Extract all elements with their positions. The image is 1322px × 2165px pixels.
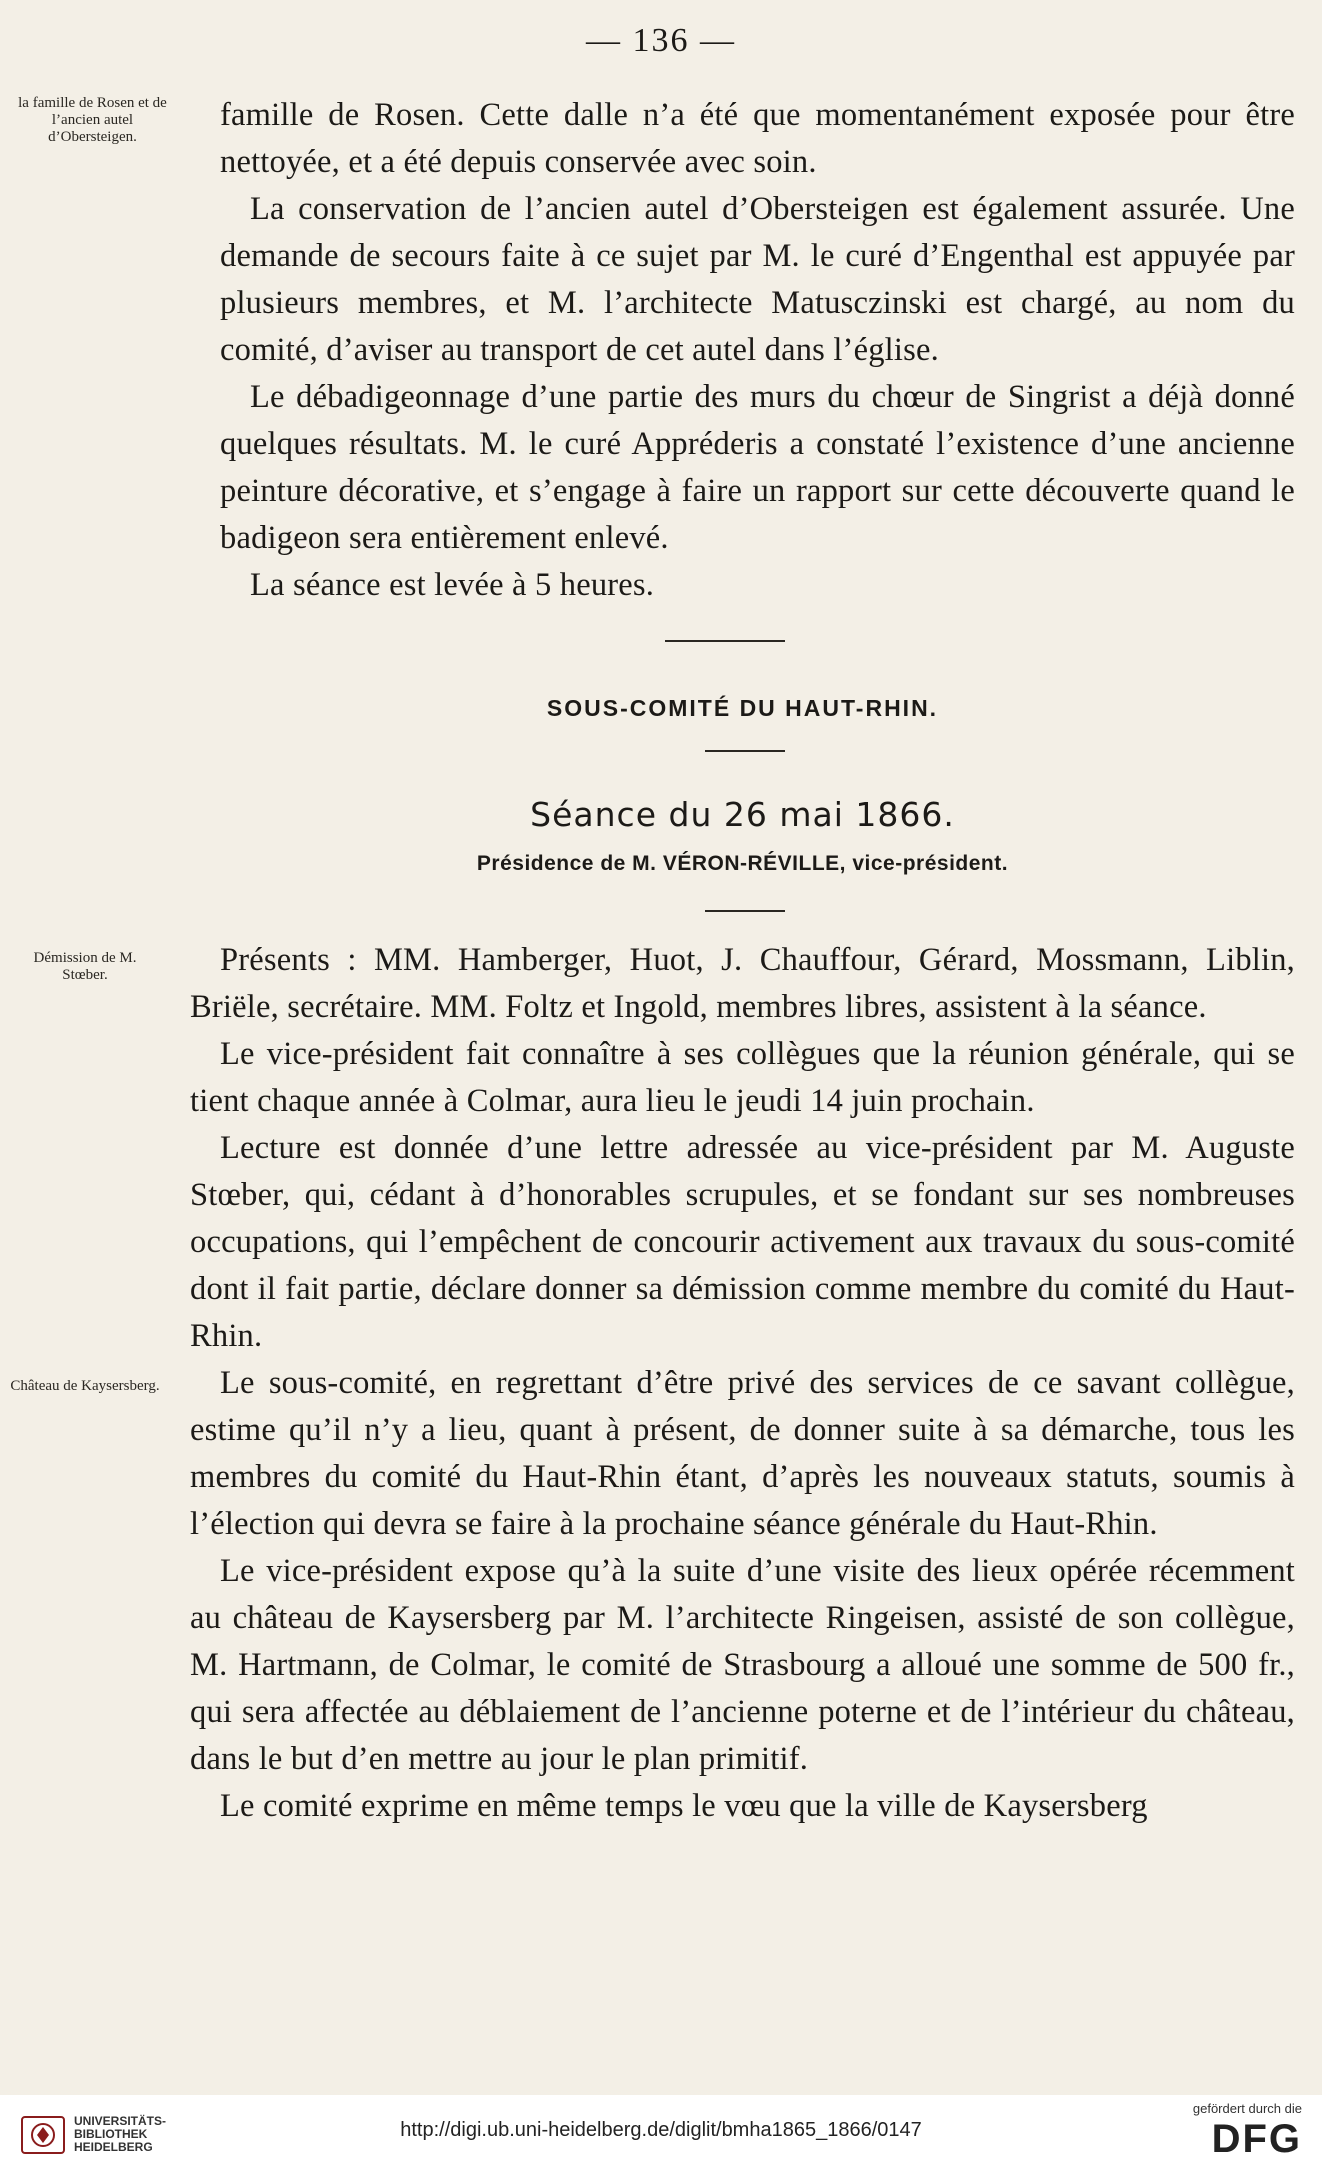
paragraph: La séance est levée à 5 heures. xyxy=(250,567,655,603)
paragraph: famille de Rosen. Cette dalle n’a été que momentanément exposée pour être nettoyée, et a été depuis conservée avec soin. xyxy=(220,97,1295,180)
paragraph: Lecture est donnée d’une lettre adressée au vice-président par M. Auguste Stœber, qui, cédant à d’honorables scrupules, et se fondant sur ses nombreuses occupations, qui l’empêchent de concourir activement aux travaux du sous-comité dont il fait partie, déclare donner sa démission comme membre du comité du Haut-Rhin. xyxy=(190,1130,1295,1354)
text-block-top xyxy=(220,92,1295,609)
source-url[interactable]: http://digi.ub.uni-heidelberg.de/diglit/bmha1865_1866/0147 xyxy=(400,2119,922,2141)
margin-note-rosen: la famille de Rosen et de l’ancien autel d’Obersteigen. xyxy=(18,95,167,145)
margin-note-stoeber: Démission de M. Stœber. xyxy=(33,950,137,983)
paragraph: Le vice-président expose qu’à la suite d’une visite des lieux opérée récemment au château de Kaysersberg par M. l’architecte Ringeisen, assisté de son collègue, M. Hartmann, de Colmar, le comité de Strasbourg a alloué une somme de 500 fr., qui sera affectée au déblaiement de l’ancienne poterne et de l’intérieur du château, dans le but d’en mettre au jour le plan primitif. xyxy=(190,1553,1295,1777)
margin-note-kaysersberg: Château de Kaysersberg. xyxy=(10,1378,160,1394)
divider-rule xyxy=(705,910,785,912)
footer xyxy=(0,2095,1322,2165)
divider-rule xyxy=(665,640,785,642)
library-name: UNIVERSITÄTS- BIBLIOTHEK HEIDELBERG xyxy=(74,2114,167,2154)
funded-by-label: gefördert durch die xyxy=(1192,2101,1302,2116)
text-block-bottom xyxy=(190,937,1295,1830)
presidency-line: Présidence de M. VÉRON-RÉVILLE, vice-président. xyxy=(476,852,1009,875)
divider-rule xyxy=(705,750,785,752)
paragraph: Le comité exprime en même temps le vœu que la ville de Kaysersberg xyxy=(220,1788,1148,1824)
paragraph: La conservation de l’ancien autel d’Obersteigen est également assurée. Une demande de secours faite à ce sujet par M. le curé d’Engenthal est appuyée par plusieurs membres, et M. l’architecte Matusczinski est chargé, au nom du comité, d’aviser au transport de cet autel dans l’église. xyxy=(220,191,1295,368)
page-number: — 136 — xyxy=(586,22,736,59)
session-title: Séance du 26 mai 1866. xyxy=(530,795,955,834)
paragraph: Le vice-président fait connaître à ses collègues que la réunion générale, qui se tient chaque année à Colmar, aura lieu le jeudi 14 juin prochain. xyxy=(190,1036,1295,1119)
paragraph: Le débadigeonnage d’une partie des murs du chœur de Singrist a déjà donné quelques résultats. M. le curé Appréderis a constaté l’existence d’une ancienne peinture décorative, et s’engage à faire un rapport sur cette découverte quand le badigeon sera entièrement enlevé. xyxy=(220,379,1295,556)
section-heading: SOUS-COMITÉ DU HAUT-RHIN. xyxy=(546,695,939,721)
paragraph: Le sous-comité, en regrettant d’être privé des services de ce savant collègue, estime qu’il n’y a lieu, quant à présent, de donner suite à sa démarche, tous les membres du comité du Haut-Rhin étant, d’après les nouveaux statuts, soumis à l’élection qui devra se faire à la prochaine séance générale du Haut-Rhin. xyxy=(190,1365,1295,1542)
paragraph: Présents : MM. Hamberger, Huot, J. Chauffour, Gérard, Mossmann, Liblin, Briële, secrétaire. MM. Foltz et Ingold, membres libres, assistent à la séance. xyxy=(190,942,1295,1025)
dfg-logo: DFG xyxy=(1211,2117,1302,2161)
